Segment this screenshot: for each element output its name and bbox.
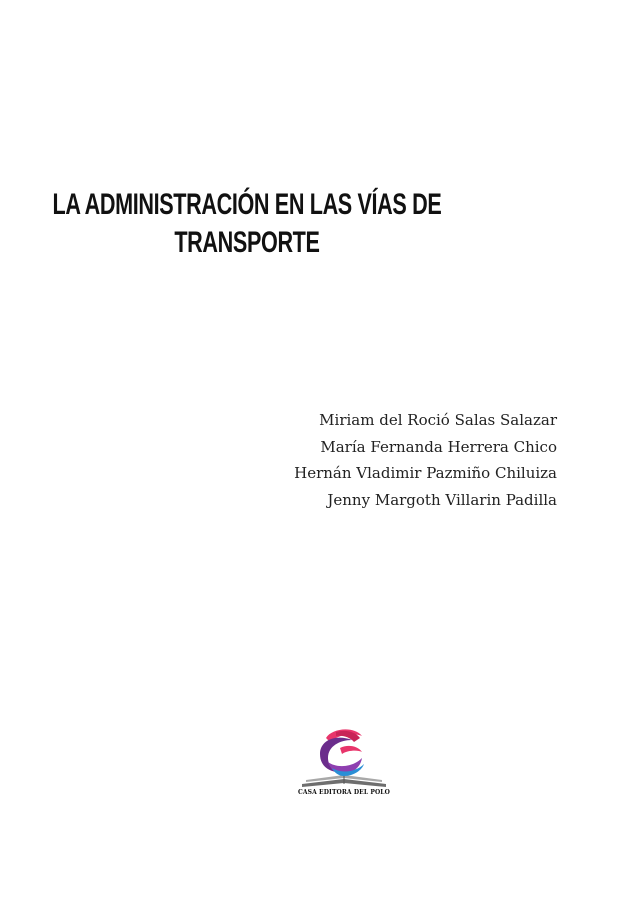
book-title-line-2: TRANSPORTE bbox=[174, 226, 320, 259]
book-title bbox=[0, 186, 494, 262]
author-name: Miriam del Roció Salas Salazar bbox=[319, 411, 557, 429]
author-list bbox=[294, 407, 557, 513]
globe-book-logo-icon bbox=[296, 724, 392, 790]
publisher-name: CASA EDITORA DEL POLO bbox=[298, 789, 390, 796]
author-name: María Fernanda Herrera Chico bbox=[320, 437, 557, 456]
publisher-logo bbox=[296, 724, 392, 800]
author-name: Hernán Vladimir Pazmiño Chiluiza bbox=[294, 464, 557, 482]
author-name: Jenny Margoth Villarin Padilla bbox=[327, 490, 557, 509]
book-title-line-1: LA ADMINISTRACIÓN EN LAS VÍAS DE bbox=[52, 188, 442, 221]
